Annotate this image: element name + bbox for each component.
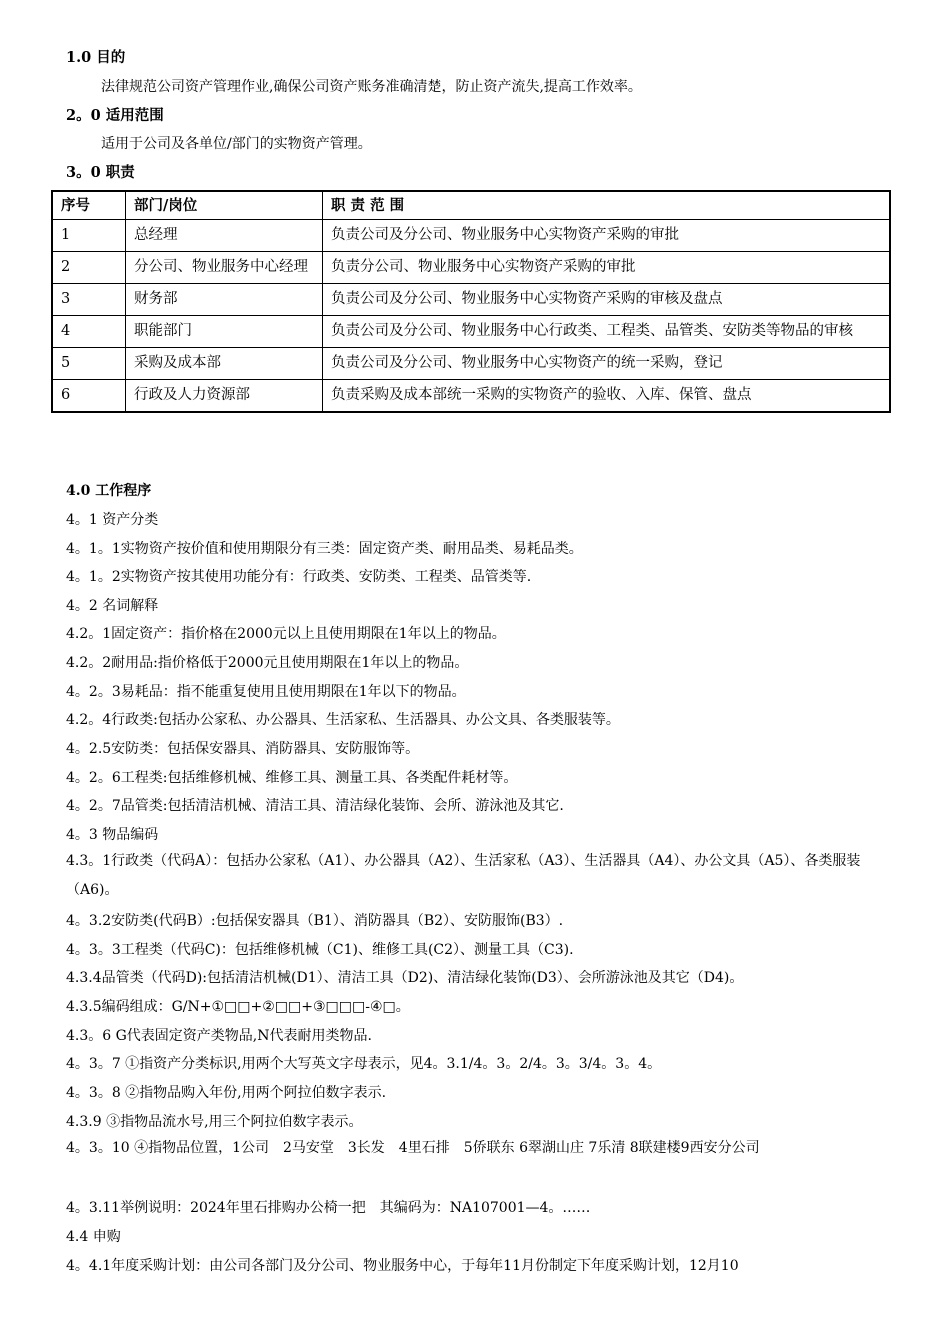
section-4-title: 4.0 工作程序: [66, 483, 152, 499]
section-2-body: 适用于公司及各单位/部门的实物资产管理。: [101, 136, 372, 152]
section-1-title: 1.0 目的: [66, 49, 126, 66]
table-row: [52, 316, 890, 348]
table-header-row: [52, 191, 890, 220]
text-line: 4.3。6 G代表固定资产类物品,N代表耐用类物品.: [66, 1028, 372, 1044]
cell-duty: 负责采购及成本部统一采购的实物资产的验收、入库、保管、盘点: [323, 380, 891, 413]
text-line: 4.4 申购: [66, 1229, 121, 1245]
text-line: 4。3 物品编码: [66, 827, 159, 843]
cell-duty: 负责公司及分公司、物业服务中心实物资产的统一采购，登记: [323, 348, 891, 380]
text-line: 4.2。2耐用品:指价格低于2000元且使用期限在1年以上的物品。: [66, 655, 469, 671]
cell-duty: 负责公司及分公司、物业服务中心行政类、工程类、品管类、安防类等物品的审核: [323, 316, 891, 348]
cell-duty: 负责公司及分公司、物业服务中心实物资产采购的审核及盘点: [323, 284, 891, 316]
text-line: 4.3.5编码组成：G/N+①□□+②□□+③□□□-④□。: [66, 999, 410, 1015]
paragraph-4-3-10: 4。3。10 ④指物品位置，1公司 2马安堂 3长发 4里石排 5侨联东 6翠湖山庄 7乐清 8联建楼9西安分公司: [66, 1140, 760, 1156]
cell-no: 5: [52, 348, 126, 380]
responsibility-table: [51, 190, 891, 413]
text-line: 4。1 资产分类: [66, 512, 159, 528]
table-row: [52, 252, 890, 284]
cell-no: 6: [52, 380, 126, 413]
text-line: 4。2。3易耗品：指不能重复使用且使用期限在1年以下的物品。: [66, 684, 466, 700]
text-line: 4。3.11举例说明：2024年里石排购办公椅一把 其编码为：NA107001—4。……: [66, 1200, 591, 1216]
section-3-title: 3。0 职责: [66, 164, 135, 181]
text-line: 4。3。3工程类（代码C)：包括维修机械（C1)、维修工具(C2）、测量工具（C3).: [66, 942, 574, 958]
text-line: 4。2.5安防类：包括保安器具、消防器具、安防服饰等。: [66, 741, 420, 757]
text-line: 4.3.9 ③指物品流水号,用三个阿拉伯数字表示。: [66, 1114, 363, 1130]
text-line: 4.2。1固定资产：指价格在2000元以上且使用期限在1年以上的物品。: [66, 626, 506, 642]
cell-dept: 分公司、物业服务中心经理: [126, 252, 323, 284]
paragraph-4-4-1: 4。4.1年度采购计划：由公司各部门及分公司、物业服务中心，于每年11月份制定下年度采购计划，12月10: [66, 1258, 739, 1274]
cell-no: 4: [52, 316, 126, 348]
text-line: 4。1。2实物资产按其使用功能分有：行政类、安防类、工程类、品管类等.: [66, 569, 532, 585]
text-line: 4.2。4行政类:包括办公家私、办公器具、生活家私、生活器具、办公文具、各类服装等。: [66, 712, 620, 728]
text-line: 4。2。6工程类:包括维修机械、维修工具、测量工具、各类配件耗材等。: [66, 770, 518, 786]
cell-dept: 职能部门: [126, 316, 323, 348]
header-no: 序号: [52, 191, 126, 220]
table-row: [52, 348, 890, 380]
text-line: 4。3.2安防类(代码B）:包括保安器具（B1）、消防器具（B2）、安防服饰(B3）.: [66, 913, 564, 929]
cell-dept: 总经理: [126, 220, 323, 252]
text-line: 4。3。8 ②指物品购入年份,用两个阿拉伯数字表示.: [66, 1085, 387, 1101]
text-line: 4.3.4品管类（代码D):包括清洁机械(D1）、清洁工具（D2)、清洁绿化装饰(D3）、会所游泳池及其它（D4)。: [66, 970, 744, 986]
cell-no: 3: [52, 284, 126, 316]
paragraph-4-3-1: 4.3。1行政类（代码A）：包括办公家私（A1）、办公器具（A2）、生活家私（A3）、生活器具（A4）、办公文具（A5）、各类服装（A6)。: [66, 853, 861, 898]
cell-duty: 负责公司及分公司、物业服务中心实物资产采购的审批: [323, 220, 891, 252]
table-row: [52, 220, 890, 252]
text-line: 4。1。1实物资产按价值和使用期限分有三类：固定资产类、耐用品类、易耗品类。: [66, 541, 583, 557]
cell-dept: 行政及人力资源部: [126, 380, 323, 413]
table-row: [52, 380, 890, 413]
cell-duty: 负责分公司、物业服务中心实物资产采购的审批: [323, 252, 891, 284]
table-row: [52, 284, 890, 316]
header-dept: 部门/岗位: [126, 191, 323, 220]
cell-no: 1: [52, 220, 126, 252]
cell-dept: 采购及成本部: [126, 348, 323, 380]
section-1-body: 法律规范公司资产管理作业,确保公司资产账务准确清楚，防止资产流失,提高工作效率。: [101, 79, 642, 95]
cell-dept: 财务部: [126, 284, 323, 316]
text-line: 4。3。7 ①指资产分类标识,用两个大写英文字母表示，见4。3.1/4。3。2/4。3。3/4。3。4。: [66, 1056, 662, 1072]
section-2-title: 2。0 适用范围: [66, 107, 164, 124]
cell-no: 2: [52, 252, 126, 284]
header-duty: 职 责 范 围: [323, 191, 891, 220]
text-line: 4。2 名词解释: [66, 598, 159, 614]
text-line: 4。2。7品管类:包括清洁机械、清洁工具、清洁绿化装饰、会所、游泳池及其它.: [66, 798, 564, 814]
